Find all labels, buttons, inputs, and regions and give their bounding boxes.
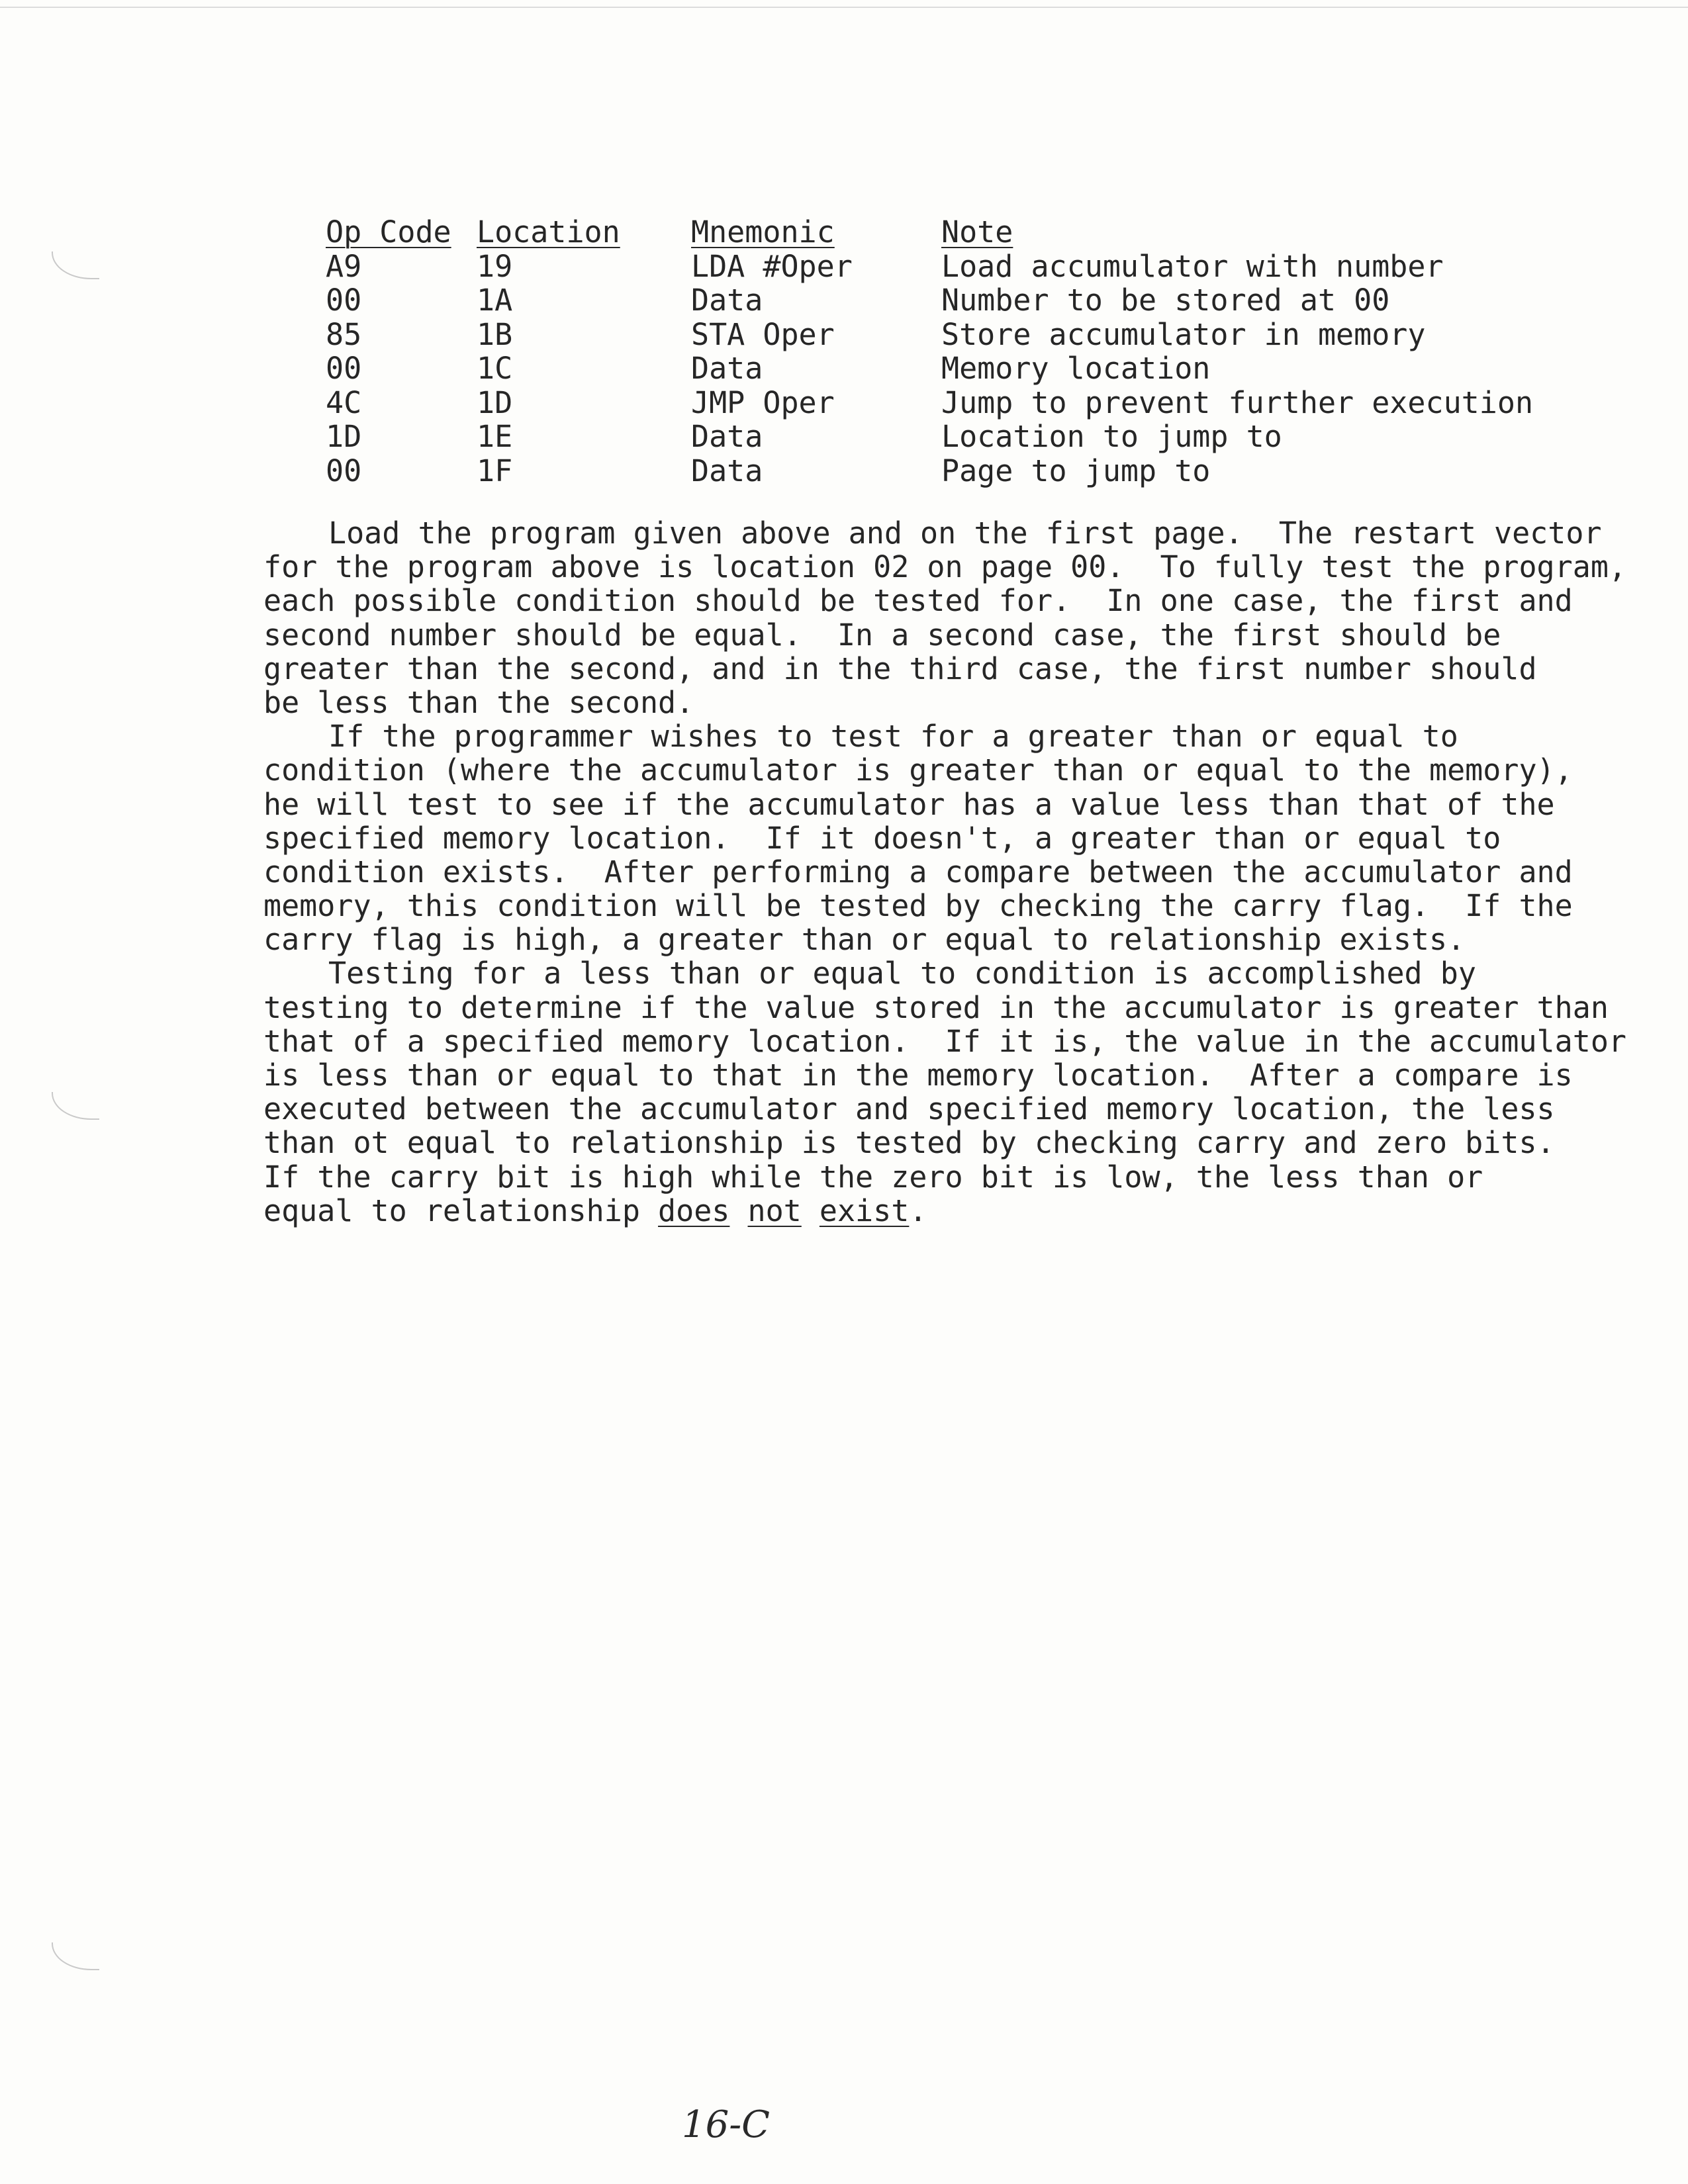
mnemonic-cell: Data <box>691 453 763 488</box>
text-line: second number should be equal. In a second case, the first should be <box>263 617 1501 653</box>
location-cell: 19 <box>477 248 513 284</box>
text-line: Testing for a less than or equal to condition is accomplished by <box>328 956 1476 991</box>
note-cell: Page to jump to <box>941 453 1211 488</box>
note-cell: Number to be stored at 00 <box>941 283 1390 318</box>
table-row <box>326 385 1534 420</box>
table-row <box>326 248 1444 284</box>
text-line: memory, this condition will be tested by checking the carry flag. If the <box>263 888 1573 924</box>
mnemonic-cell: Data <box>691 419 763 454</box>
text-line: condition exists. After performing a compare between the accumulator and <box>263 854 1573 889</box>
mnemonic-cell: Data <box>691 283 763 318</box>
text-line: carry flag is high, a greater than or equal to relationship exists. <box>263 922 1466 958</box>
emphasis-word: does <box>658 1193 730 1228</box>
op-code-cell: 4C <box>326 385 362 420</box>
location-cell: 1F <box>477 453 513 488</box>
text-line: than ot equal to relationship is tested by checking carry and zero bits. <box>263 1125 1555 1161</box>
location-cell: 1B <box>477 316 513 352</box>
note-cell: Store accumulator in memory <box>941 316 1426 352</box>
op-code-cell: A9 <box>326 248 362 284</box>
final-line-suffix: . <box>909 1193 927 1228</box>
location-cell: 1E <box>477 419 513 454</box>
op-code-cell: 1D <box>326 419 362 454</box>
text-line: he will test to see if the accumulator has a value less than that of the <box>263 786 1555 822</box>
location-cell: 1C <box>477 351 513 386</box>
page-number: 16-C <box>682 2103 771 2146</box>
page-top-edge <box>0 7 1688 8</box>
table-row <box>326 316 1426 352</box>
op-code-cell: 00 <box>326 453 362 488</box>
mnemonic-cell: STA Oper <box>691 316 835 352</box>
mnemonic-cell: JMP Oper <box>691 385 835 420</box>
paragraph <box>263 719 1573 958</box>
note-cell: Jump to prevent further execution <box>941 385 1534 420</box>
table-row <box>326 351 1211 386</box>
mnemonic-cell: Data <box>691 351 763 386</box>
emphasis-word: exist <box>819 1193 910 1228</box>
final-text-line <box>263 1194 1548 1228</box>
binder-hole-mark <box>52 251 99 279</box>
text-line: If the carry bit is high while the zero bit is low, the less than or <box>263 1159 1483 1195</box>
table-row <box>326 283 1390 318</box>
text-line: greater than the second, and in the third case, the first number should <box>263 651 1537 686</box>
mnemonic-cell: LDA #Oper <box>691 248 853 284</box>
header-location: Location <box>477 214 620 250</box>
header-mnemonic: Mnemonic <box>691 214 835 250</box>
note-cell: Location to jump to <box>941 419 1282 454</box>
op-code-cell: 00 <box>326 351 362 386</box>
text-line: that of a specified memory location. If it is, the value in the accumulator <box>263 1023 1627 1059</box>
header-note: Note <box>941 214 1013 250</box>
text-line: each possible condition should be tested for. In one case, the first and <box>263 583 1573 619</box>
text-line: If the programmer wishes to test for a greater than or equal to <box>328 719 1458 754</box>
table-row <box>326 453 1211 488</box>
text-line: executed between the accumulator and specified memory location, the less <box>263 1091 1555 1127</box>
paragraph <box>263 516 1627 720</box>
text-line: be less than the second. <box>263 684 694 720</box>
location-cell: 1D <box>477 385 513 420</box>
note-cell: Load accumulator with number <box>941 248 1444 284</box>
text-line: testing to determine if the value stored in the accumulator is greater than <box>263 989 1609 1025</box>
binder-hole-mark <box>52 1092 99 1120</box>
text-line: condition (where the accumulator is greater than or equal to the memory), <box>263 752 1573 788</box>
text-line: for the program above is location 02 on page 00. To fully test the program, <box>263 549 1627 585</box>
body-text <box>263 516 1627 1228</box>
text-line: Load the program given above and on the first page. The restart vector <box>328 516 1602 551</box>
table-header-row <box>326 214 1013 250</box>
binder-hole-mark <box>52 1942 99 1970</box>
table-row <box>326 419 1282 454</box>
text-line: is less than or equal to that in the memory location. After a compare is <box>263 1058 1573 1093</box>
note-cell: Memory location <box>941 351 1211 386</box>
paragraph <box>263 956 1627 1228</box>
header-op-code: Op Code <box>326 214 451 250</box>
program-listing-table <box>326 214 1534 488</box>
text-line: specified memory location. If it doesn't, a greater than or equal to <box>263 820 1501 856</box>
location-cell: 1A <box>477 283 513 318</box>
final-line-prefix: equal to relationship <box>263 1193 659 1228</box>
op-code-cell: 00 <box>326 283 362 318</box>
op-code-cell: 85 <box>326 316 362 352</box>
emphasis-word: not <box>747 1193 802 1228</box>
